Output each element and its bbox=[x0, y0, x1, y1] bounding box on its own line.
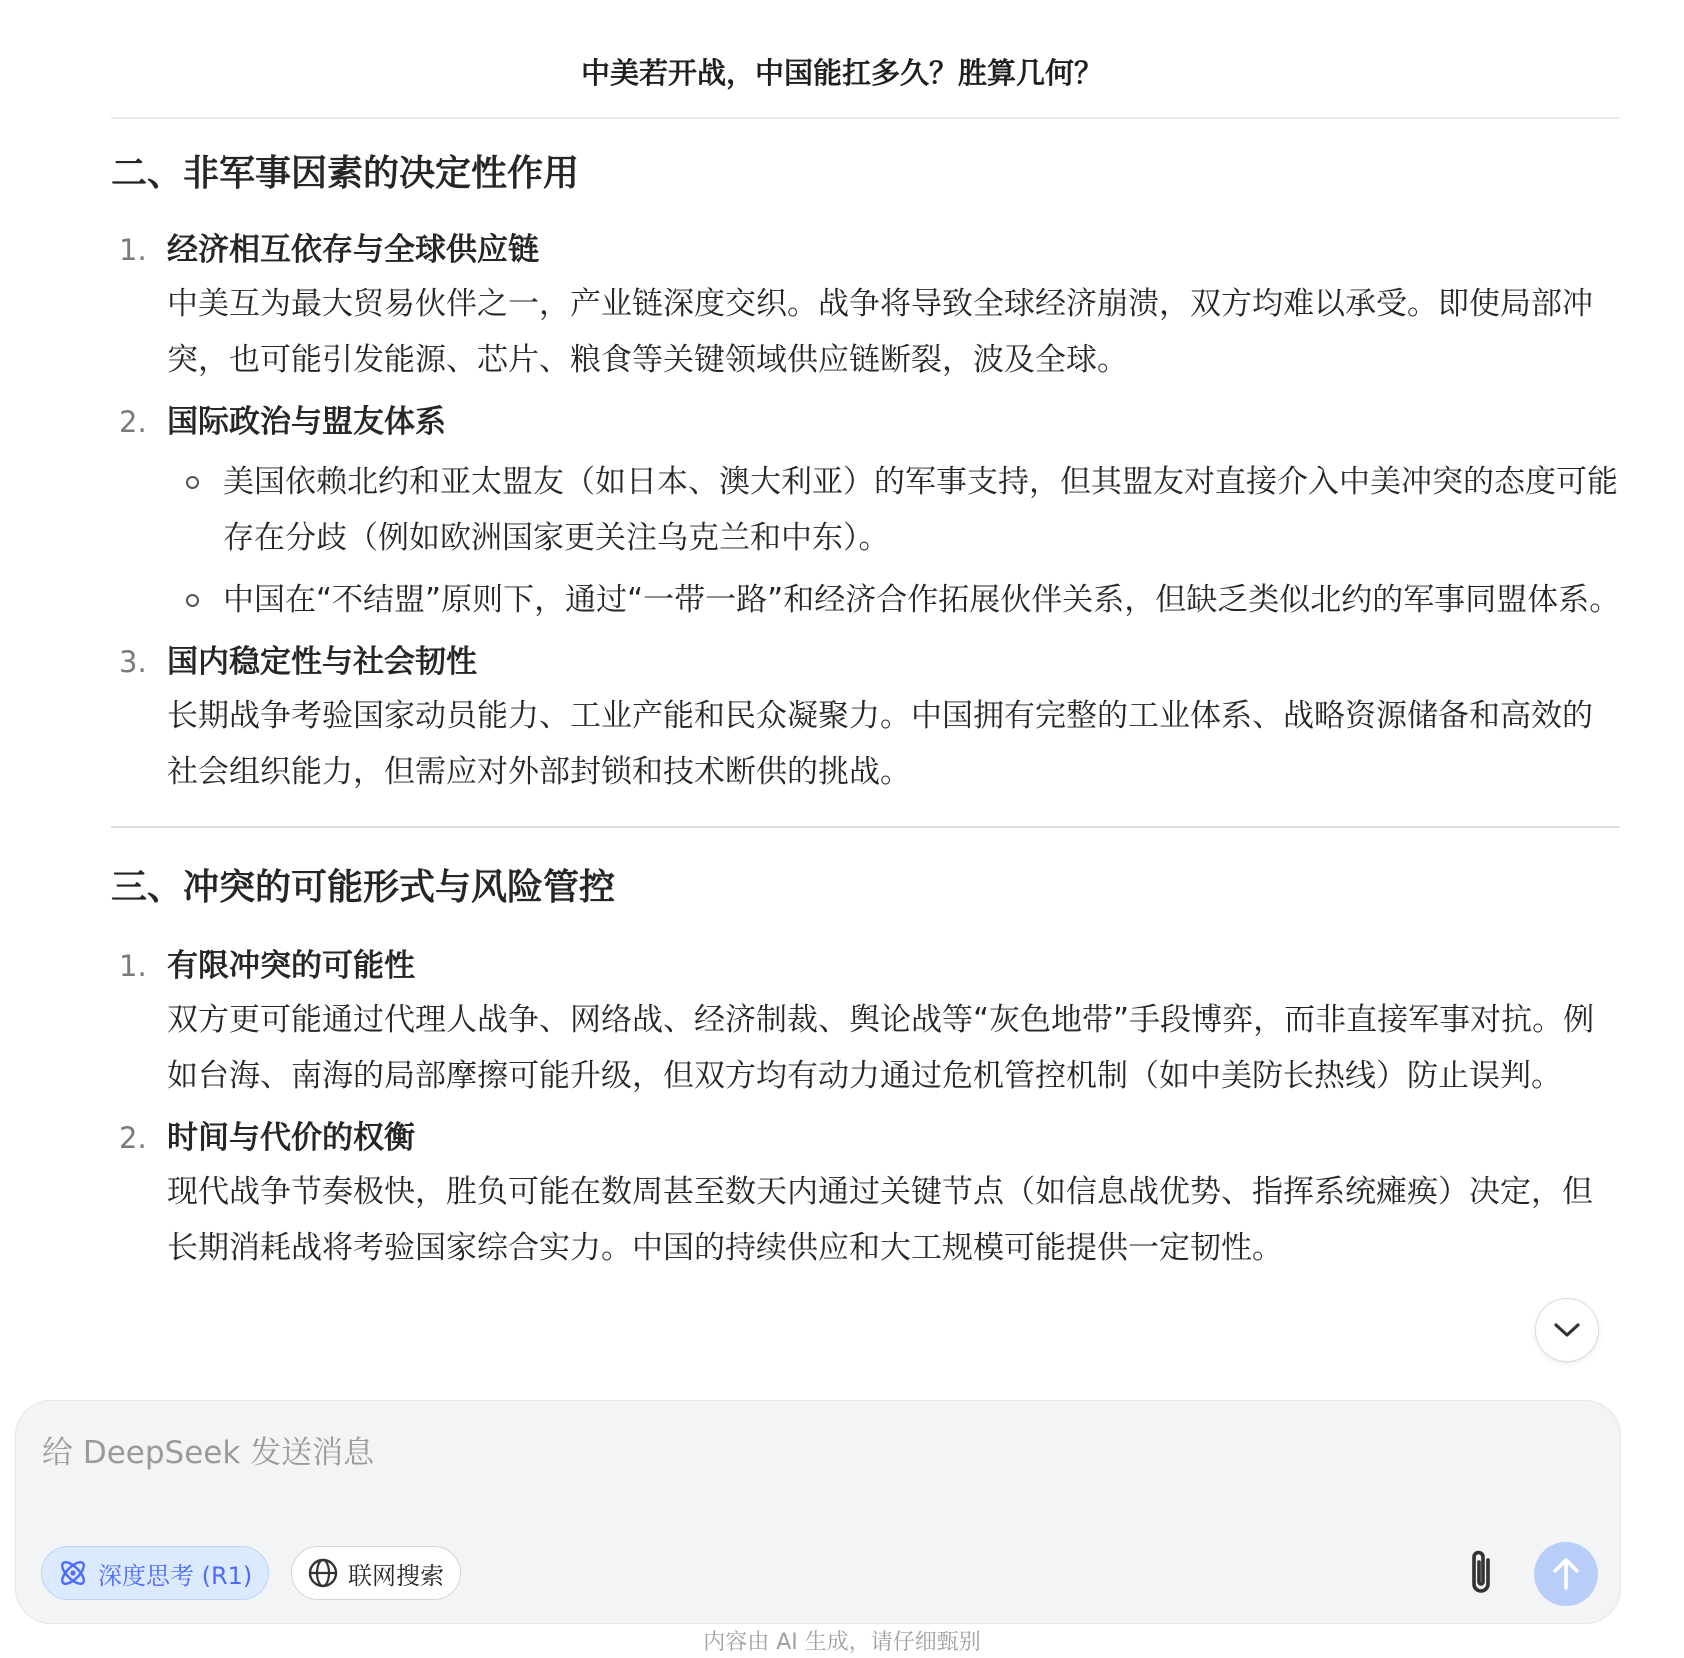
bullet-list bbox=[167, 454, 1623, 628]
bullet-text: 中国在“不结盟”原则下，通过“一带一路”和经济合作拓展伙伴关系，但缺乏类似北约的军事同盟体系。 bbox=[223, 582, 1621, 618]
web-search-label: 联网搜索 bbox=[348, 1561, 444, 1590]
item-text: 现代战争节奏极快，胜负可能在数周甚至数天内通过关键节点（如信息战优势、指挥系统瘫痪）决定，但长期消耗战将考验国家综合实力。中国的持续供应和大工规模可能提供一定韧性。 bbox=[167, 1174, 1593, 1266]
attach-button[interactable] bbox=[1458, 1540, 1504, 1606]
web-search-toggle[interactable] bbox=[291, 1546, 461, 1600]
globe-icon bbox=[306, 1556, 340, 1590]
list-number: 3. bbox=[119, 645, 147, 679]
section-2-list bbox=[111, 224, 1623, 800]
item-title: 时间与代价的权衡 bbox=[167, 1120, 415, 1156]
item-text: 双方更可能通过代理人战争、网络战、经济制裁、舆论战等“灰色地带”手段博弈，而非直接军事对抗。例如台海、南海的局部摩擦可能升级，但双方均有动力通过危机管控机制（如中美防长热线）防止误判。 bbox=[167, 1002, 1595, 1094]
deep-think-label: 深度思考 (R1) bbox=[98, 1561, 253, 1590]
bullet-icon bbox=[186, 594, 199, 607]
bullet-item bbox=[167, 572, 1623, 628]
message-composer bbox=[15, 1400, 1621, 1624]
list-number: 2. bbox=[119, 405, 147, 439]
list-item bbox=[111, 224, 1623, 388]
assistant-message bbox=[111, 120, 1623, 1400]
chevron-down-icon bbox=[1552, 1320, 1582, 1340]
item-text: 长期战争考验国家动员能力、工业产能和民众凝聚力。中国拥有完整的工业体系、战略资源储备和高效的社会组织能力，但需应对外部封锁和技术断供的挑战。 bbox=[167, 698, 1593, 790]
atom-icon bbox=[56, 1556, 90, 1590]
list-number: 1. bbox=[119, 233, 147, 267]
item-text: 中美互为最大贸易伙伴之一，产业链深度交织。战争将导致全球经济崩溃，双方均难以承受。即使局部冲突，也可能引发能源、芯片、粮食等关键领域供应链断裂，波及全球。 bbox=[167, 286, 1593, 378]
list-item bbox=[111, 1112, 1623, 1276]
section-3-list bbox=[111, 940, 1623, 1276]
header-divider bbox=[111, 117, 1620, 119]
message-input[interactable] bbox=[42, 1423, 1582, 1483]
section-heading-2: 二、非军事因素的决定性作用 bbox=[111, 153, 580, 194]
paperclip-icon bbox=[1463, 1546, 1499, 1600]
item-title: 有限冲突的可能性 bbox=[167, 948, 415, 984]
scroll-to-bottom-button[interactable] bbox=[1535, 1298, 1599, 1362]
bullet-text: 美国依赖北约和亚太盟友（如日本、澳大利亚）的军事支持，但其盟友对直接介入中美冲突的态度可能存在分歧（例如欧洲国家更关注乌克兰和中东）。 bbox=[223, 464, 1618, 556]
bullet-icon bbox=[186, 476, 199, 489]
item-title: 经济相互依存与全球供应链 bbox=[167, 232, 539, 268]
chat-title: 中美若开战，中国能扛多久？胜算几何？ bbox=[580, 56, 1103, 90]
list-item bbox=[111, 636, 1623, 800]
list-number: 2. bbox=[119, 1121, 147, 1155]
list-item bbox=[111, 940, 1623, 1104]
arrow-up-icon bbox=[1550, 1556, 1582, 1592]
list-item bbox=[111, 396, 1623, 628]
chat-header bbox=[0, 0, 1684, 116]
deep-think-toggle[interactable] bbox=[41, 1546, 269, 1600]
list-number: 1. bbox=[119, 949, 147, 983]
section-divider bbox=[111, 826, 1620, 828]
bullet-item bbox=[167, 454, 1623, 566]
ai-disclaimer: 内容由 AI 生成，请仔细甄别 bbox=[703, 1630, 981, 1655]
section-heading-3: 三、冲突的可能形式与风险管控 bbox=[111, 867, 616, 908]
item-title: 国内稳定性与社会韧性 bbox=[167, 644, 477, 680]
send-button[interactable] bbox=[1534, 1542, 1598, 1606]
item-title: 国际政治与盟友体系 bbox=[167, 404, 446, 440]
